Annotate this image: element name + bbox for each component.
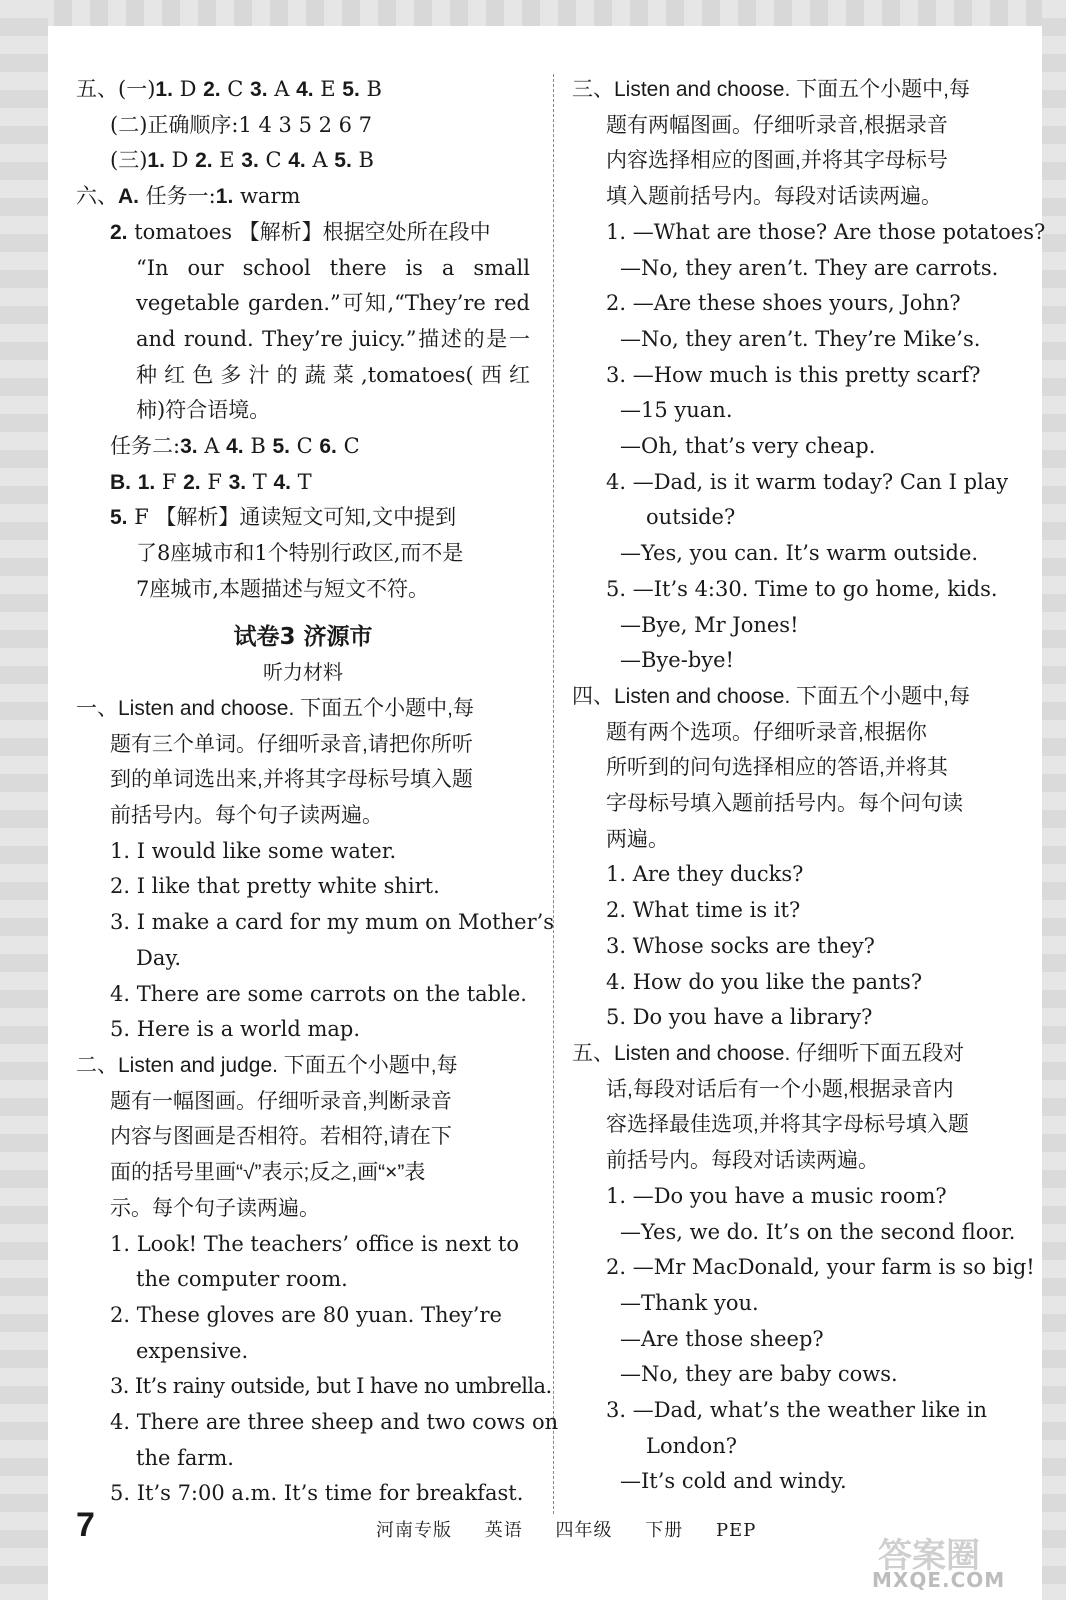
section-2-heading: 题有一幅图画。仔细听录音,判断录音 xyxy=(110,1089,452,1113)
watermark-logo: 答案圈 xyxy=(878,1536,980,1576)
dialogue-line: —No, they aren’t. They’re Mike’s. xyxy=(620,326,981,351)
section-3-heading: 填入题前括号内。每段对话读两遍。 xyxy=(606,185,942,209)
section-4-heading: 所听到的问句选择相应的答语,并将其 xyxy=(606,756,948,780)
listening-item: 3. It’s rainy outside, but I have no umbrella. xyxy=(110,1374,552,1399)
page-border-right xyxy=(1042,0,1066,1600)
section-5-heading: 容选择最佳选项,并将其字母标号填入题 xyxy=(606,1113,969,1137)
footer-volume: 下册 xyxy=(645,1520,684,1541)
watermark xyxy=(872,1528,1040,1596)
listening-item: 4. There are three sheep and two cows on xyxy=(110,1410,559,1435)
dialogue-line: 3. —How much is this pretty scarf? xyxy=(606,362,981,387)
dialogue-line: 1. —What are those? Are those potatoes? xyxy=(606,219,1046,244)
dialogue-line: —Are those sheep? xyxy=(620,1326,824,1351)
section-5-heading: 五、Listen and choose. 仔细听下面五段对 xyxy=(572,1041,965,1065)
listening-item: 1. Look! The teachers’ office is next to xyxy=(110,1231,519,1256)
section-2-heading: 面的括号里画“√”表示;反之,画“×”表 xyxy=(110,1161,426,1185)
footer-grade: 四年级 xyxy=(555,1520,613,1541)
section-4-heading: 字母标号填入题前括号内。每个问句读 xyxy=(606,792,963,816)
footer-subject: 英语 xyxy=(484,1520,523,1541)
listening-item: the computer room. xyxy=(136,1267,348,1292)
answer-line-6a: 六、A. 任务一:1. warm xyxy=(76,184,301,209)
analysis-line: “In our school there is a small xyxy=(136,255,530,280)
dialogue-line: 2. —Are these shoes yours, John? xyxy=(606,291,961,316)
question-line: 2. What time is it? xyxy=(606,898,801,923)
section-5-heading: 话,每段对话后有一个小题,根据录音内 xyxy=(606,1077,954,1101)
dialogue-line: London? xyxy=(646,1433,737,1458)
dialogue-line: —No, they are baby cows. xyxy=(620,1362,898,1387)
section-5-heading: 前括号内。每段对话读两遍。 xyxy=(606,1149,879,1173)
left-column xyxy=(76,72,559,1512)
dialogue-line: —It’s cold and windy. xyxy=(620,1469,847,1494)
dialogue-line: —Bye, Mr Jones! xyxy=(620,612,799,637)
question-line: 1. Are they ducks? xyxy=(606,862,804,887)
paper-subtitle: 听力材料 xyxy=(263,660,343,685)
analysis-line: 了8座城市和1个特别行政区,而不是 xyxy=(136,541,464,566)
dialogue-line: 4. —Dad, is it warm today? Can I play xyxy=(606,469,1009,494)
listening-item: expensive. xyxy=(136,1338,249,1363)
dialogue-line: 2. —Mr MacDonald, your farm is so big! xyxy=(606,1255,1035,1280)
footer-edition: 河南专版 xyxy=(376,1520,452,1541)
listening-item: 2. These gloves are 80 yuan. They’re xyxy=(110,1302,502,1327)
dialogue-line: 5. —It’s 4:30. Time to go home, kids. xyxy=(606,576,998,601)
listening-item: Day. xyxy=(136,945,182,970)
question-line: 3. Whose socks are they? xyxy=(606,933,875,958)
section-2-heading: 二、Listen and judge. 下面五个小题中,每 xyxy=(76,1053,458,1077)
section-2-heading: 示。每个句子读两遍。 xyxy=(110,1196,320,1220)
listening-item: 3. I make a card for my mum on Mother’s xyxy=(110,910,555,935)
question-line: 5. Do you have a library? xyxy=(606,1005,873,1030)
section-3-heading: 题有两幅图画。仔细听录音,根据录音 xyxy=(606,113,948,137)
dialogue-line: —Yes, you can. It’s warm outside. xyxy=(620,541,979,566)
answer-line-6b-5: 5. F 【解析】通读短文可知,文中提到 xyxy=(110,505,457,530)
listening-item: 4. There are some carrots on the table. xyxy=(110,981,527,1006)
answer-line-task2: 任务二:3. A 4. B 5. C 6. C xyxy=(110,434,360,459)
page-border-left xyxy=(0,0,48,1600)
question-line: 4. How do you like the pants? xyxy=(606,969,923,994)
listening-item: 1. I would like some water. xyxy=(110,838,397,863)
section-1-heading: 题有三个单词。仔细听录音,请把你所听 xyxy=(110,732,473,756)
dialogue-line: —Oh, that’s very cheap. xyxy=(620,434,876,459)
dialogue-line: —No, they aren’t. They are carrots. xyxy=(620,255,999,280)
section-1-heading: 前括号内。每个句子读两遍。 xyxy=(110,804,383,828)
dialogue-line: —Yes, we do. It’s on the second floor. xyxy=(620,1219,1016,1244)
watermark-url: MXQE.COM xyxy=(872,1568,1006,1592)
dialogue-line: —15 yuan. xyxy=(620,398,733,423)
dialogue-line: 1. —Do you have a music room? xyxy=(606,1183,947,1208)
dialogue-line: —Thank you. xyxy=(620,1290,759,1315)
answer-line-5-1: 五、(一)1. D 2. C 3. A 4. E 5. B xyxy=(76,77,382,101)
section-3-heading: 内容选择相应的图画,并将其字母标号 xyxy=(606,149,948,173)
right-column xyxy=(572,72,1046,1500)
section-4-heading: 两遍。 xyxy=(606,827,669,851)
listening-item: 5. Here is a world map. xyxy=(110,1017,361,1042)
analysis-line: 柿)符合语境。 xyxy=(136,398,271,423)
section-2-heading: 内容与图画是否相符。若相符,请在下 xyxy=(110,1125,452,1149)
analysis-line: and round. They’re juicy.”描述的是一 xyxy=(136,326,530,351)
section-4-heading: 四、Listen and choose. 下面五个小题中,每 xyxy=(572,684,970,708)
paper-title: 试卷3 济源市 xyxy=(233,623,373,650)
column-divider xyxy=(553,74,554,1514)
dialogue-line: —Bye-bye! xyxy=(620,648,734,673)
listening-item: 5. It’s 7:00 a.m. It’s time for breakfast. xyxy=(110,1481,524,1506)
section-1-heading: 到的单词选出来,并将其字母标号填入题 xyxy=(110,768,473,792)
footer-info xyxy=(376,1516,782,1542)
dialogue-line: 3. —Dad, what’s the weather like in xyxy=(606,1398,988,1423)
section-1-heading: 一、Listen and choose. 下面五个小题中,每 xyxy=(76,696,474,720)
listening-item: 2. I like that pretty white shirt. xyxy=(110,874,440,899)
answer-line-6a-2: 2. tomatoes 【解析】根据空处所在段中 xyxy=(110,219,491,244)
page-border-top xyxy=(0,0,1066,26)
answer-line-6b: B. 1. F 2. F 3. T 4. T xyxy=(110,469,312,494)
analysis-line: vegetable garden.”可知,“They’re red xyxy=(136,291,530,316)
answer-line-5-3: (三)1. D 2. E 3. C 4. A 5. B xyxy=(110,148,374,173)
answer-line-5-2: (二)正确顺序:1 4 3 5 2 6 7 xyxy=(110,112,373,137)
analysis-line: 7座城市,本题描述与短文不符。 xyxy=(136,576,430,601)
section-4-heading: 题有两个选项。仔细听录音,根据你 xyxy=(606,720,927,744)
footer-publisher: PEP xyxy=(715,1520,757,1541)
section-3-heading: 三、Listen and choose. 下面五个小题中,每 xyxy=(572,78,970,101)
listening-item: the farm. xyxy=(136,1445,234,1470)
dialogue-line: outside? xyxy=(646,505,736,530)
page-number: 7 xyxy=(76,1506,95,1544)
analysis-line: 种红色多汁的蔬菜,tomatoes(西红 xyxy=(136,362,530,387)
